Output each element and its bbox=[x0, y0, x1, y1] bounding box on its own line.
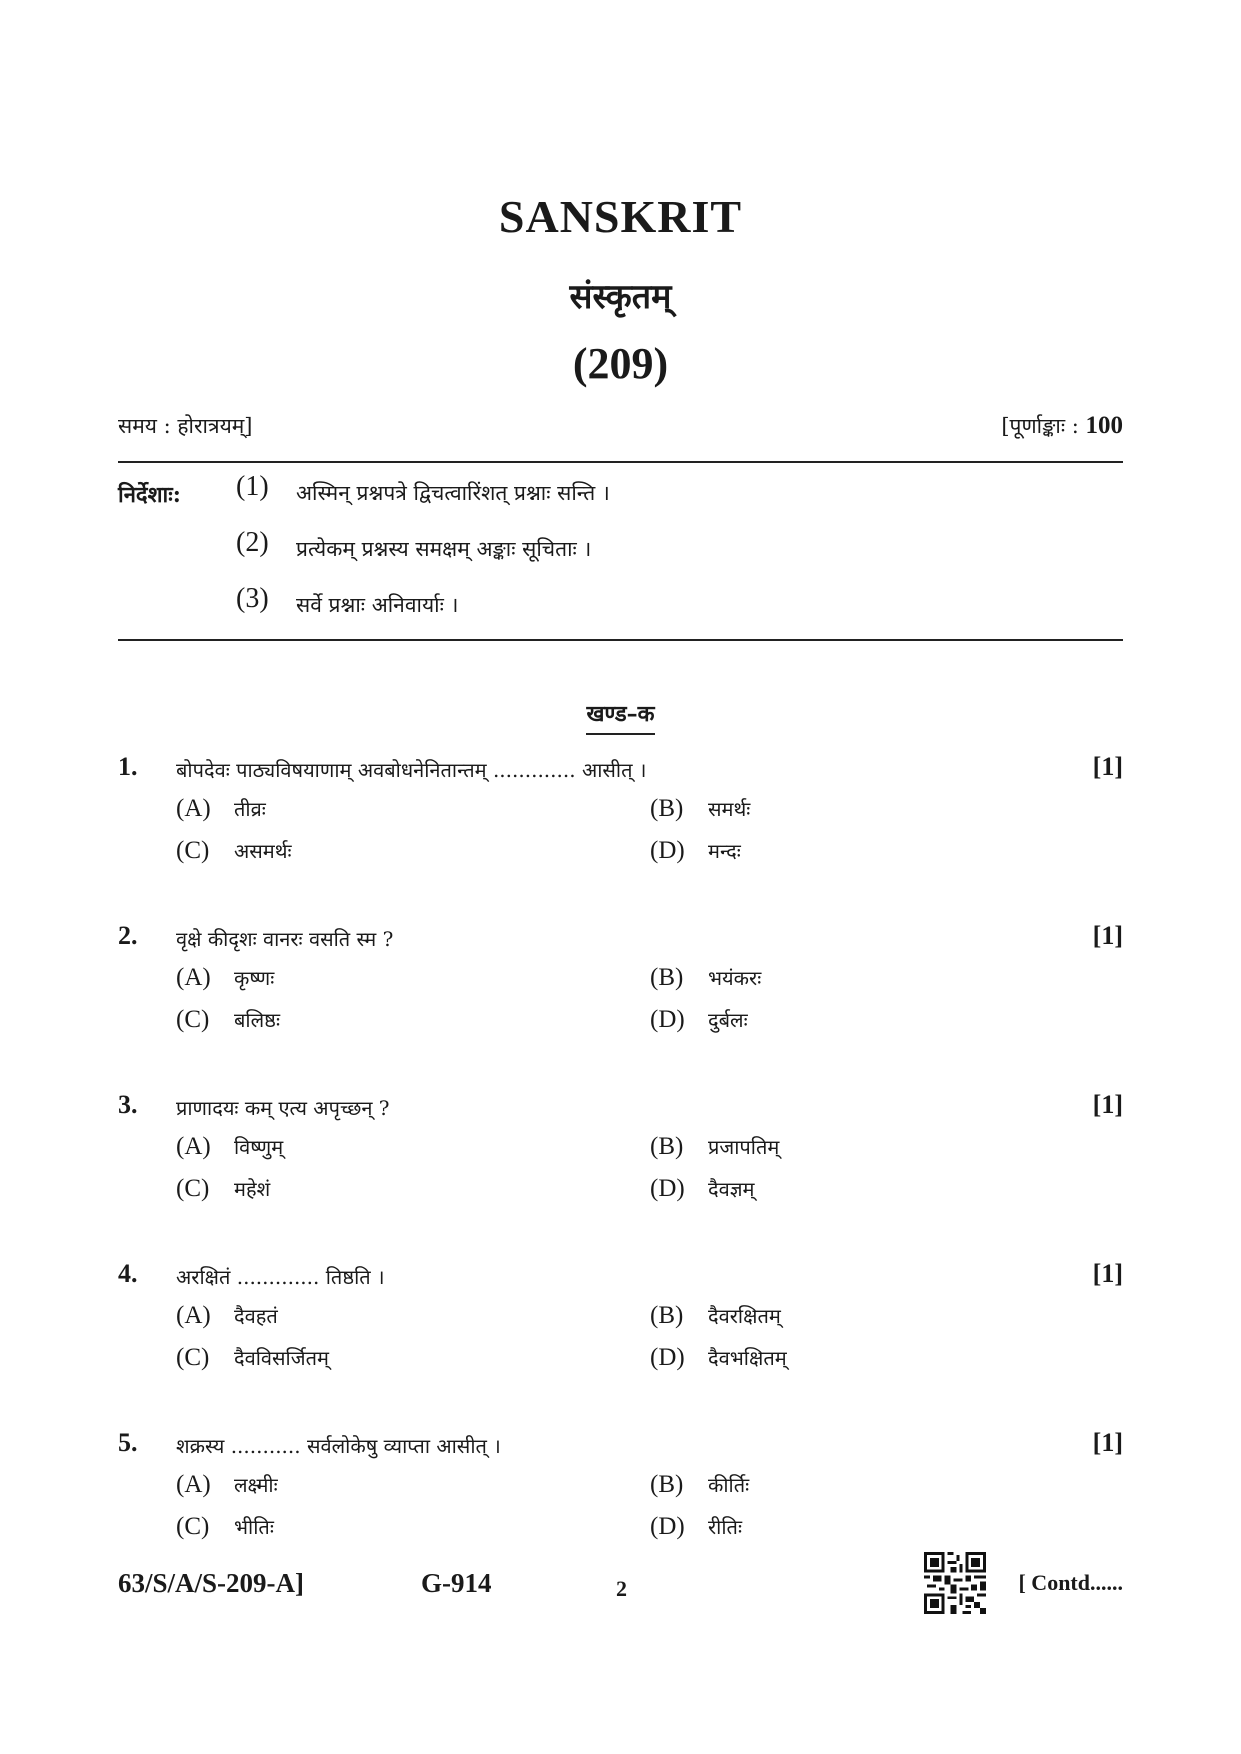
option-letter: (B) bbox=[650, 1133, 684, 1160]
question-text: वृक्षे कीदृशः वानरः वसति स्म ? bbox=[176, 927, 394, 951]
question-marks: [1] bbox=[1092, 752, 1123, 781]
instruction-text: प्रत्येकम् प्रश्नस्य समक्षम् अङ्काः सूचिताः । bbox=[296, 537, 592, 561]
option-c bbox=[176, 1513, 274, 1541]
option-text: लक्ष्मीः bbox=[234, 1473, 278, 1497]
max-marks-label: [पूर्णाङ्काः : bbox=[1001, 414, 1079, 438]
option-text: दैवज्ञम् bbox=[708, 1177, 755, 1201]
title-english: SANSKRIT bbox=[498, 191, 743, 242]
option-d bbox=[650, 1513, 742, 1541]
page-number: 2 bbox=[616, 1576, 627, 1601]
option-letter: (B) bbox=[650, 795, 684, 822]
question-text: बोपदेवः पाठ्यविषयाणाम् अवबोधनेनितान्तम् ............. आसीत् । bbox=[176, 758, 647, 782]
instruction-text: अस्मिन् प्रश्नपत्रे द्विचत्वारिंशत् प्रश्नाः सन्ति । bbox=[296, 481, 610, 505]
option-letter: (D) bbox=[650, 1006, 685, 1033]
paper-code: 63/S/A/S-209-A] bbox=[118, 1568, 305, 1598]
option-b bbox=[650, 1133, 779, 1161]
option-c bbox=[176, 1175, 270, 1203]
option-text: दैवरक्षितम् bbox=[708, 1304, 781, 1328]
continued-label: [ Contd...... bbox=[1018, 1570, 1123, 1595]
option-letter: (A) bbox=[176, 1471, 211, 1498]
option-b bbox=[650, 795, 750, 823]
option-text: असमर्थः bbox=[234, 839, 292, 863]
question-marks: [1] bbox=[1092, 1259, 1123, 1288]
section-title: खण्ड–क bbox=[586, 701, 654, 735]
option-text: भीतिः bbox=[234, 1515, 274, 1539]
option-text: विष्णुम् bbox=[234, 1135, 284, 1159]
instructions-label: निर्देशाः: bbox=[118, 482, 181, 508]
instruction-number: (1) bbox=[236, 471, 269, 502]
option-letter: (B) bbox=[650, 1302, 684, 1329]
instruction-text: सर्वे प्रश्नाः अनिवार्याः । bbox=[296, 593, 459, 617]
option-letter: (D) bbox=[650, 1344, 685, 1371]
instruction-number: (2) bbox=[236, 527, 269, 558]
option-text: दैवविसर्जितम् bbox=[234, 1346, 329, 1370]
option-text: बलिष्ठः bbox=[234, 1008, 280, 1032]
option-letter: (A) bbox=[176, 964, 211, 991]
question-marks: [1] bbox=[1092, 1428, 1123, 1457]
instruction-number: (3) bbox=[236, 583, 269, 614]
option-letter: (C) bbox=[176, 1513, 210, 1540]
option-letter: (A) bbox=[176, 795, 211, 822]
question-text: अरक्षितं ............. तिष्ठति । bbox=[176, 1265, 385, 1289]
question-marks: [1] bbox=[1092, 921, 1123, 950]
section-heading bbox=[0, 698, 1241, 728]
option-letter: (B) bbox=[650, 964, 684, 991]
option-letter: (C) bbox=[176, 837, 210, 864]
option-d bbox=[650, 837, 741, 865]
option-a bbox=[176, 1471, 278, 1499]
question-number: 5. bbox=[118, 1428, 138, 1457]
title-sanskrit: संस्कृतम् bbox=[569, 277, 672, 317]
option-b bbox=[650, 964, 761, 992]
option-c bbox=[176, 1344, 329, 1372]
qr-code-icon bbox=[924, 1552, 986, 1614]
option-c bbox=[176, 837, 292, 865]
series-code: G-914 bbox=[421, 1568, 492, 1598]
option-d bbox=[650, 1006, 748, 1034]
option-a bbox=[176, 1133, 283, 1161]
question-marks: [1] bbox=[1092, 1090, 1123, 1119]
option-letter: (A) bbox=[176, 1133, 211, 1160]
question-number: 2. bbox=[118, 921, 138, 950]
option-text: तीव्रः bbox=[234, 797, 266, 821]
divider-bottom bbox=[118, 639, 1123, 641]
question-number: 4. bbox=[118, 1259, 138, 1288]
option-letter: (B) bbox=[650, 1471, 684, 1498]
option-letter: (A) bbox=[176, 1302, 211, 1329]
option-d bbox=[650, 1175, 755, 1203]
subject-code: (209) bbox=[572, 339, 669, 388]
option-text: दुर्बलः bbox=[708, 1008, 748, 1032]
option-text: कृष्णः bbox=[234, 966, 275, 990]
option-letter: (C) bbox=[176, 1006, 210, 1033]
question-text: प्राणादयः कम् एत्य अपृच्छन् ? bbox=[176, 1096, 390, 1120]
divider-top bbox=[118, 461, 1123, 463]
max-marks-value: 100 bbox=[1085, 412, 1123, 439]
option-b bbox=[650, 1471, 749, 1499]
option-d bbox=[650, 1344, 787, 1372]
option-text: मन्दः bbox=[708, 839, 741, 863]
option-a bbox=[176, 1302, 278, 1330]
option-letter: (C) bbox=[176, 1344, 210, 1371]
option-text: दैवहतं bbox=[234, 1304, 278, 1328]
option-text: प्रजापतिम् bbox=[708, 1135, 780, 1159]
option-letter: (D) bbox=[650, 1513, 685, 1540]
option-letter: (D) bbox=[650, 837, 685, 864]
option-text: रीतिः bbox=[708, 1515, 742, 1539]
option-text: कीर्तिः bbox=[708, 1473, 750, 1497]
option-b bbox=[650, 1302, 781, 1330]
question-text: शक्रस्य ........... सर्वलोकेषु व्याप्ता आसीत् । bbox=[176, 1434, 501, 1458]
time-label: समय : होरात्रयम्] bbox=[118, 414, 253, 438]
option-c bbox=[176, 1006, 280, 1034]
option-letter: (C) bbox=[176, 1175, 210, 1202]
option-text: महेशं bbox=[234, 1177, 271, 1201]
option-letter: (D) bbox=[650, 1175, 685, 1202]
max-marks bbox=[1001, 412, 1123, 440]
option-a bbox=[176, 964, 274, 992]
question-number: 1. bbox=[118, 752, 138, 781]
option-text: भयंकरः bbox=[708, 966, 762, 990]
option-text: दैवभक्षितम् bbox=[708, 1346, 787, 1370]
option-a bbox=[176, 795, 266, 823]
option-text: समर्थः bbox=[708, 797, 751, 821]
question-number: 3. bbox=[118, 1090, 138, 1119]
